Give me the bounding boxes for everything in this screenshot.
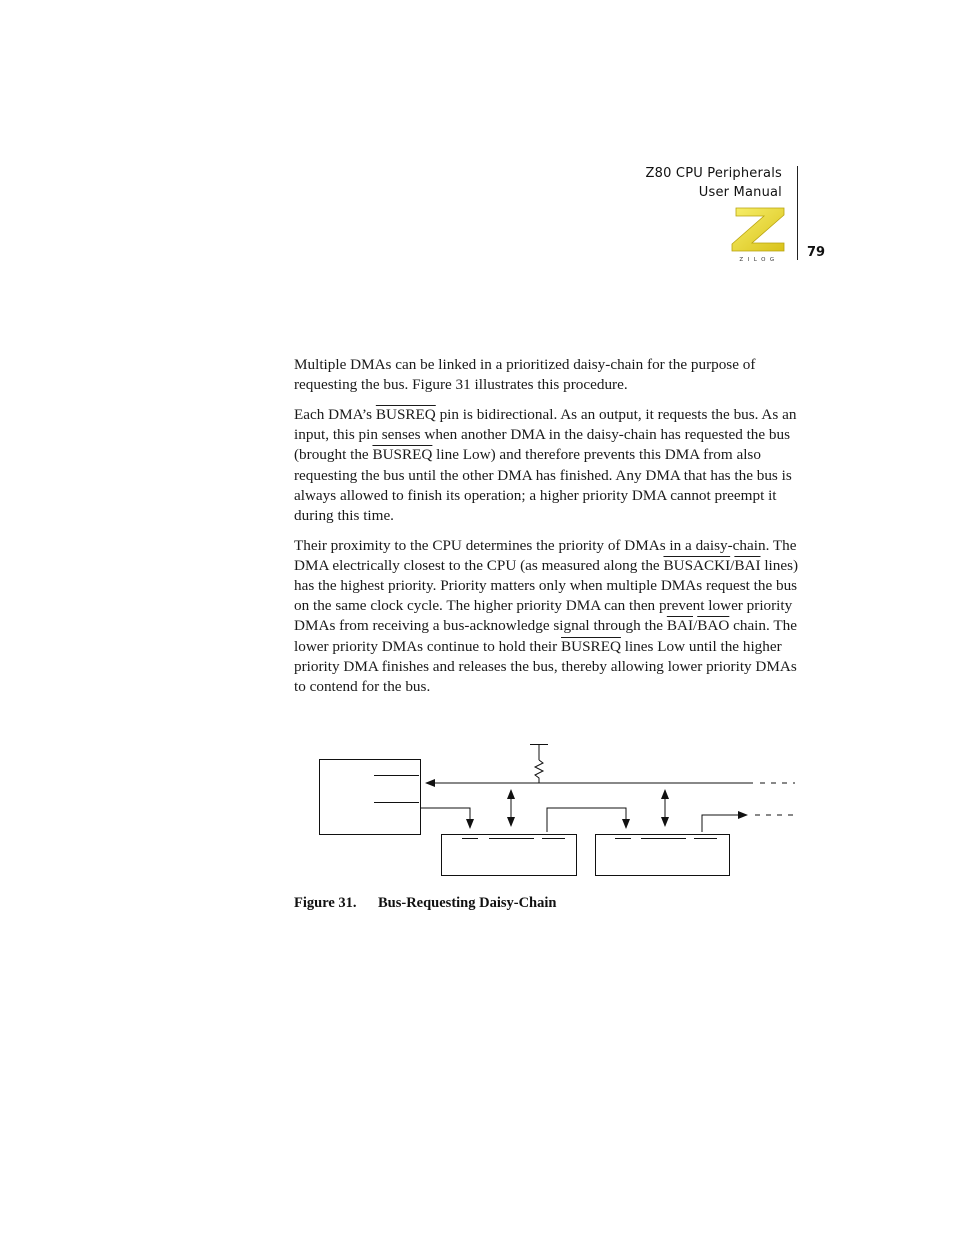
dma1-to-dma2 xyxy=(547,808,626,832)
busreq-signal: BUSREQ xyxy=(372,446,433,464)
dma-1-block xyxy=(442,835,577,876)
figure-number: Figure 31. xyxy=(294,895,357,911)
paragraph-2: Each DMA’s BUSREQ pin is bidirectional. As an output, it requests the bus. As an input, this pin senses when another DMA in the daisy-chain has requested the bus (brought the BUSREQ line Low) and therefore prevents this DMA from also requesting the bus until the other DMA has finished. Any DMA that has the bus is always allowed to finish its operation; a higher priority DMA cannot preempt it during this time. xyxy=(294,405,797,524)
manual-subtitle: User Manual xyxy=(698,185,782,200)
daisy-chain-diagram xyxy=(300,740,810,885)
pullup-resistor xyxy=(535,760,543,783)
paragraph-3: Their proximity to the CPU determines the priority of DMAs in a daisy-chain. The DMA electrically closest to the CPU (as measured along the BUSACKI/$\overline{BAI}$ lines) has the highest priority. Priority matters only when multiple DMAs request the bus on the same clock cycle. The higher priority DMA can then prevent lower priority DMAs from receiving a bus-acknowledge signal through the $\overline{BAI}/\overline{BAO}$ chain. The lower priority DMAs continue to hold their BUSREQ lines Low until the higher priority DMA finishes and releases the bus, thereby allowing lower priority DMAs to contend for the bus. xyxy=(294,536,799,696)
cpu-block xyxy=(320,760,421,835)
figure-title: Bus-Requesting Daisy-Chain xyxy=(378,895,557,911)
page-header xyxy=(646,164,782,202)
busreq-signal: BUSREQ xyxy=(561,637,621,655)
page-number: 79 xyxy=(807,245,826,260)
dma-2-block xyxy=(596,835,730,876)
dma2-bao-out xyxy=(702,815,747,832)
bao-signal: $\overline{BAO}$ xyxy=(697,617,730,635)
bai-signal: $\overline{BAI}$ xyxy=(734,556,761,574)
bai-signal: $\overline{BAI}$ xyxy=(666,617,693,635)
body-text xyxy=(294,355,799,707)
zilog-logo xyxy=(730,205,788,263)
manual-title: Z80 CPU Peripherals xyxy=(645,166,782,181)
figure-caption xyxy=(294,895,556,912)
busack-to-dma1 xyxy=(421,808,470,828)
header-rule xyxy=(797,166,798,260)
svg-text:ZILOG: ZILOG xyxy=(739,257,779,263)
busreq-signal: BUSREQ xyxy=(375,405,436,423)
busacki-signal: BUSACKI xyxy=(663,556,731,574)
paragraph-1: Multiple DMAs can be linked in a prioritized daisy-chain for the purpose of requesting the bus. Figure 31 illustrates this procedure. xyxy=(294,356,756,394)
